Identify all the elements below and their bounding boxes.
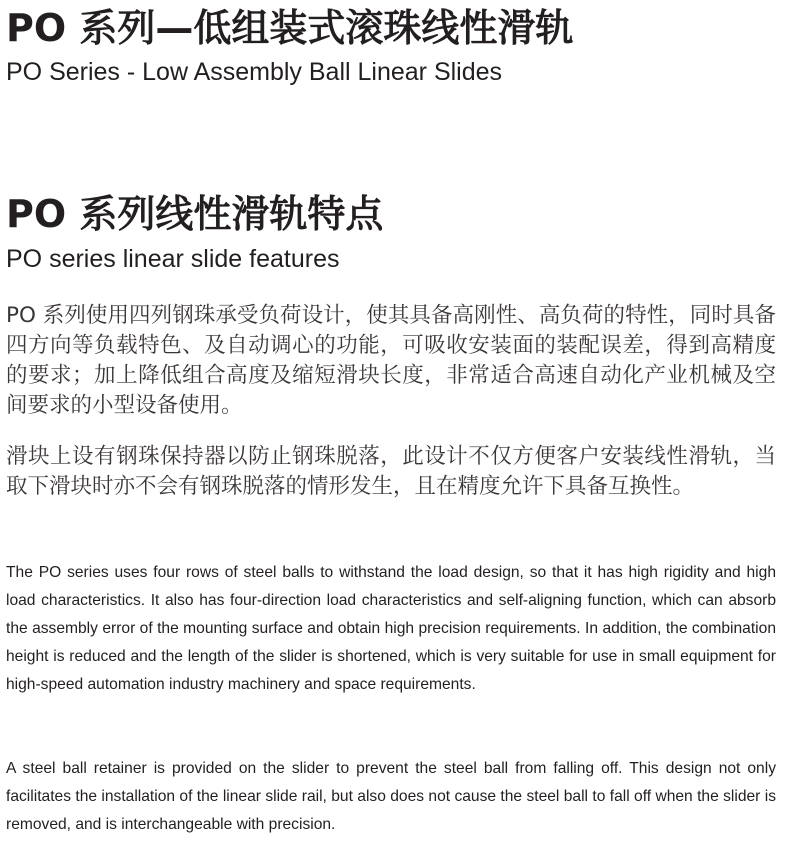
features-paragraph-cn-1: PO 系列使用四列钢珠承受负荷设计，使其具备高刚性、高负荷的特性，同时具备四方向等负载特色、及自动调心的功能，可吸收安装面的装配误差，得到高精度的要求；加上降低组合高度及缩短滑块长度，非常适合高速自动化产业机械及空间要求的小型设备使用。 bbox=[6, 303, 776, 418]
features-paragraph-cn-2: 滑块上设有钢珠保持器以防止钢珠脱落，此设计不仅方便客户安装线性滑轨，当取下滑块时亦不会有钢珠脱落的情形发生，且在精度允许下具备互换性。 bbox=[6, 444, 776, 499]
page-title-cn: PO 系列—低组装式滚珠线性滑轨 bbox=[6, 6, 574, 50]
page-title-en: PO Series - Low Assembly Ball Linear Slides bbox=[6, 58, 503, 86]
features-paragraph-en-2: A steel ball retainer is provided on the slider to prevent the steel ball from falling off. This design not only facilitates the installation of the linear slide rail, but also does not cause the steel ball to fall off when the slider is removed, and is interchangeable with precision. bbox=[6, 760, 776, 833]
features-heading-en: PO series linear slide features bbox=[6, 245, 340, 273]
features-heading-cn: PO 系列线性滑轨特点 bbox=[6, 192, 384, 236]
features-paragraph-en-1: The PO series uses four rows of steel balls to withstand the load design, so that it has high rigidity and high load characteristics. It also has four-direction load characteristics and self-aligning function, which can absorb the assembly error of the mounting surface and obtain high precision requirements. In addition, the combination height is reduced and the length of the slider is shortened, which is very suitable for use in small equipment for high-speed automation industry machinery and space requirements. bbox=[6, 564, 776, 693]
